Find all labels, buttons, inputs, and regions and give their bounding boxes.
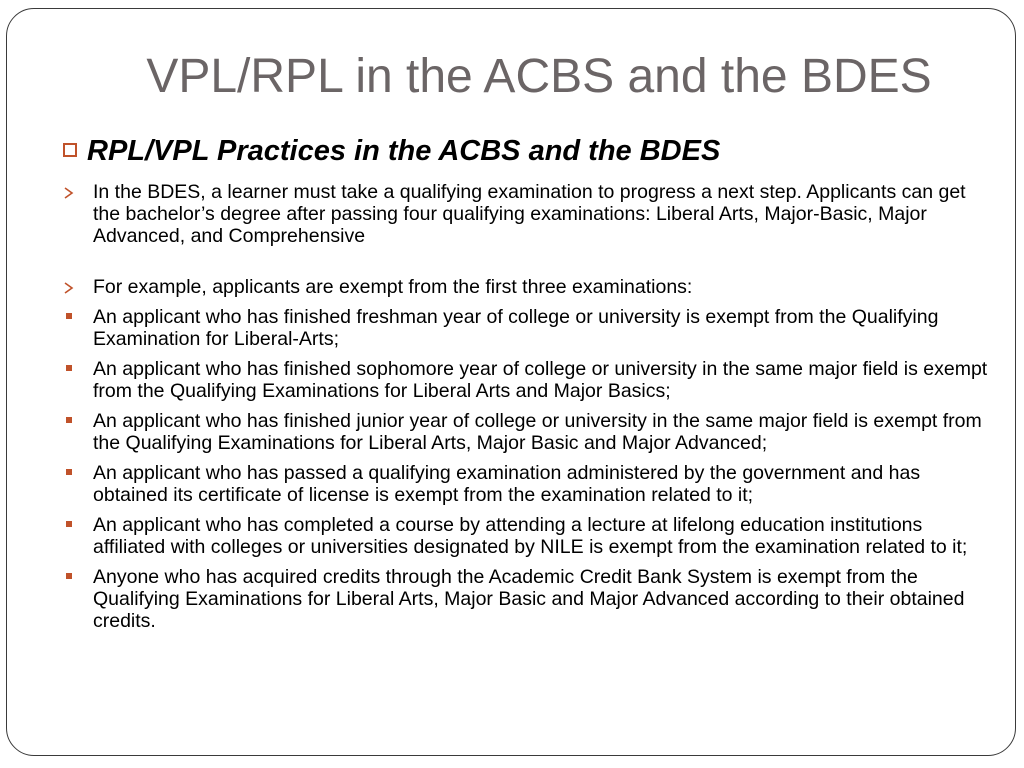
list-item-text: For example, applicants are exempt from the first three examinations: xyxy=(93,276,693,298)
list-item-text: An applicant who has finished junior year of college or university in the same major field is exempt from the Qualifying Examinations for Liberal Arts, Major Basic and Major Advanced; xyxy=(93,410,982,454)
list-item-text: An applicant who has finished freshman year of college or university is exempt from the Qualifying Examination for Liberal-Arts; xyxy=(93,306,939,350)
list-item-text: An applicant who has finished sophomore year of college or university in the same major field is exempt from the Qualifying Examinations for Liberal Arts and Major Basics; xyxy=(93,358,988,402)
list-item-text: An applicant who has completed a course by attending a lecture at lifelong education institutions affiliated with colleges or universities designated by NILE is exempt from the examination related to it; xyxy=(93,514,968,558)
slide-frame xyxy=(6,8,1016,756)
list-item xyxy=(63,181,993,247)
list-item xyxy=(63,566,993,632)
spacer xyxy=(63,255,993,276)
arrow-bullet-icon xyxy=(64,187,74,199)
list-item xyxy=(63,358,993,402)
square-bullet-icon xyxy=(66,365,72,371)
list-item xyxy=(63,276,993,298)
hollow-square-bullet-icon xyxy=(63,143,77,157)
list-item-text: An applicant who has passed a qualifying examination administered by the government and has obtained its certificate of license is exempt from the examination related to it; xyxy=(93,462,921,506)
section-heading-text: RPL/VPL Practices in the ACBS and the BDES xyxy=(87,135,721,167)
square-bullet-icon xyxy=(66,469,72,475)
square-bullet-icon xyxy=(66,417,72,423)
section-heading xyxy=(63,135,720,168)
list-item-text: In the BDES, a learner must take a qualifying examination to progress a next step. Applicants can get the bachelor’s degree after passing four qualifying examinations: Liberal Arts, Major-Basic, Major Advanced, and Comprehensive xyxy=(93,181,966,247)
square-bullet-icon xyxy=(66,573,72,579)
slide-title: VPL/RPL in the ACBS and the BDES xyxy=(146,50,932,103)
list-item xyxy=(63,514,993,558)
square-bullet-icon xyxy=(66,313,72,319)
bullet-list xyxy=(63,181,993,640)
list-item xyxy=(63,306,993,350)
list-item-text: Anyone who has acquired credits through the Academic Credit Bank System is exempt from the Qualifying Examinations for Liberal Arts, Major Basic and Major Advanced according to their obtained credits. xyxy=(93,566,965,632)
list-item xyxy=(63,462,993,506)
square-bullet-icon xyxy=(66,521,72,527)
list-item xyxy=(63,410,993,454)
arrow-bullet-icon xyxy=(64,282,74,294)
